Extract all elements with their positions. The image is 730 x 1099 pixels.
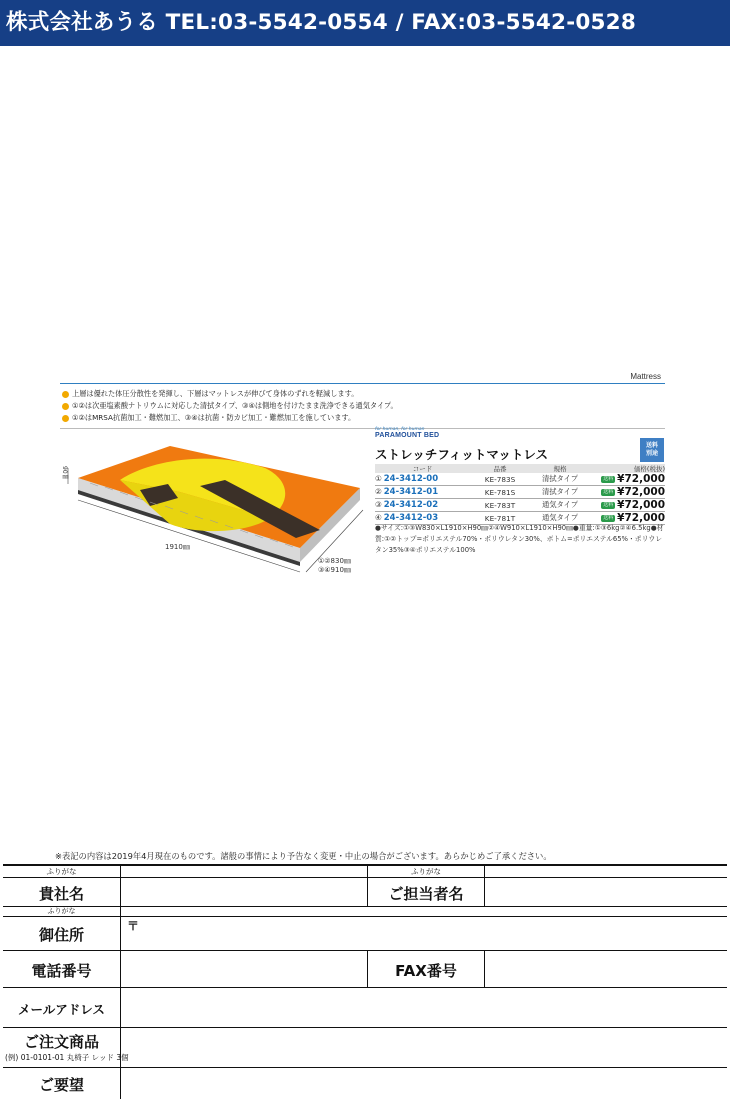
catalog-section xyxy=(60,370,665,585)
phone-field[interactable] xyxy=(120,951,367,987)
product-price: ¥72,000 xyxy=(617,499,665,511)
table-row: ④ 24-3412-03 KE-781T 通気タイプ 送料 ¥72,000 xyxy=(375,512,665,524)
product-spec: 清拭タイプ xyxy=(530,486,590,499)
product-model: KE-783T xyxy=(470,499,530,512)
order-label: ご注文商品 xyxy=(23,1033,99,1051)
address-furigana-row xyxy=(3,907,727,917)
category-label: Mattress xyxy=(630,372,661,381)
company-name-field[interactable] xyxy=(120,878,367,906)
price-badge: 送料 xyxy=(603,475,614,482)
company-row xyxy=(3,878,727,907)
price-badge: 送料 xyxy=(603,514,614,521)
furigana-row xyxy=(3,866,727,878)
address-field[interactable] xyxy=(120,917,727,950)
price-badge: 送料 xyxy=(603,488,614,495)
brand-tagline: for human, for human xyxy=(375,427,425,432)
furigana-label: ふりがな xyxy=(47,907,76,915)
product-title: ストレッチフィットマットレス xyxy=(375,447,549,462)
product-spec: 通気タイプ xyxy=(530,512,590,525)
furigana-label: ふりがな xyxy=(46,867,77,876)
request-field[interactable] xyxy=(120,1068,727,1099)
product-price: ¥72,000 xyxy=(617,512,665,524)
request-row xyxy=(3,1068,727,1099)
product-code: 24-3412-02 xyxy=(383,500,439,510)
address-furigana-field[interactable] xyxy=(120,907,727,916)
bullet-icon xyxy=(62,403,69,410)
order-example: (例) 01-0101-01 丸椅子 レッド 3個 xyxy=(5,1053,129,1062)
email-label: メールアドレス xyxy=(18,1002,105,1017)
feature-list xyxy=(62,388,662,424)
disclaimer: ※表記の内容は2019年4月現在のものです。諸般の事情により予告なく変更・中止の場合がございます。あらかじめご了承ください。 xyxy=(55,851,552,861)
table-header-row xyxy=(375,464,665,473)
price-badge: 送料 xyxy=(603,501,614,508)
company-label: 貴社名 xyxy=(38,885,84,903)
address-row xyxy=(3,917,727,951)
brand-name: PARAMOUNT BED xyxy=(375,432,440,439)
product-spec: 清拭タイプ xyxy=(530,473,590,486)
table-row: ② 24-3412-01 KE-781S 清拭タイプ 送料 ¥72,000 xyxy=(375,486,665,498)
contact-furigana-field[interactable] xyxy=(484,866,727,877)
fax-label: FAX番号 xyxy=(395,962,457,980)
postal-mark: 〒 xyxy=(127,919,140,933)
furigana-label: ふりがな xyxy=(411,867,441,876)
contact-label: ご担当者名 xyxy=(388,885,464,903)
product-code: 24-3412-03 xyxy=(383,513,439,523)
product-spec: 通気タイプ xyxy=(530,499,590,512)
contact-name-field[interactable] xyxy=(484,878,727,906)
request-label: ご要望 xyxy=(38,1076,84,1094)
feature-item: ①②はMRSA抗菌加工・難燃加工、③④は抗菌・防カビ加工・難燃加工を施しています。 xyxy=(62,412,662,424)
feature-item: ①②は次亜塩素酸ナトリウムに対応した清拭タイプ、③④は側地を付けたまま洗浄できる通気タイプ。 xyxy=(62,400,662,412)
address-label: 御住所 xyxy=(38,926,84,944)
email-field[interactable] xyxy=(120,988,727,1027)
bullet-icon xyxy=(62,415,69,422)
height-dimension: 90㎜ xyxy=(61,466,68,480)
phone-row xyxy=(3,951,727,988)
col-code: コード xyxy=(375,464,470,473)
product-price: ¥72,000 xyxy=(617,473,665,485)
bullet-icon xyxy=(62,391,69,398)
header-bar xyxy=(0,0,730,46)
table-row: ③ 24-3412-02 KE-783T 通気タイプ 送料 ¥72,000 xyxy=(375,499,665,511)
fax-field[interactable] xyxy=(484,951,727,987)
spec-note: ●サイズ:①③W830×L1910×H90㎜②④W910×L1910×H90㎜●重量:①③6kg②④6.5kg●材質:①②トップ=ポリエステル70%・ポリウレタン30%、ボトム=ポリエステル65%・ポリウレタン35%③④ポリエステル100% xyxy=(375,524,664,554)
email-row xyxy=(3,988,727,1028)
shipping-badge: 送料 別途 xyxy=(640,438,664,462)
col-price: 価格(税抜) xyxy=(590,464,665,473)
feature-item: 上層は優れた体圧分散性を発揮し、下層はマットレスが伸びて身体のずれを軽減します。 xyxy=(62,388,662,400)
phone-label: 電話番号 xyxy=(31,962,92,980)
product-price: ¥72,000 xyxy=(617,486,665,498)
product-model: KE-781S xyxy=(470,486,530,499)
brand-logo xyxy=(375,427,439,439)
catalog-divider xyxy=(60,428,665,429)
product-model: KE-783S xyxy=(470,473,530,486)
col-spec: 規格 xyxy=(530,464,590,473)
width-dimension-a: ①②830㎜ xyxy=(318,557,351,565)
product-code: 24-3412-00 xyxy=(383,474,439,484)
length-dimension: 1910㎜ xyxy=(165,543,190,551)
company-furigana-field[interactable] xyxy=(120,866,367,877)
col-model: 品番 xyxy=(470,464,530,473)
order-field[interactable] xyxy=(120,1028,727,1067)
width-dimension-b: ③④910㎜ xyxy=(318,566,351,574)
header-title: 株式会社あうる TEL:03-5542-0554 / FAX:03-5542-0528 xyxy=(6,10,636,35)
catalog-top-rule xyxy=(60,383,665,384)
product-code: 24-3412-01 xyxy=(383,487,439,497)
product-model: KE-781T xyxy=(470,512,530,525)
order-form xyxy=(3,864,727,1098)
product-table xyxy=(375,464,665,525)
table-row: ① 24-3412-00 KE-783S 清拭タイプ 送料 ¥72,000 xyxy=(375,473,665,485)
mattress-image xyxy=(60,440,370,585)
